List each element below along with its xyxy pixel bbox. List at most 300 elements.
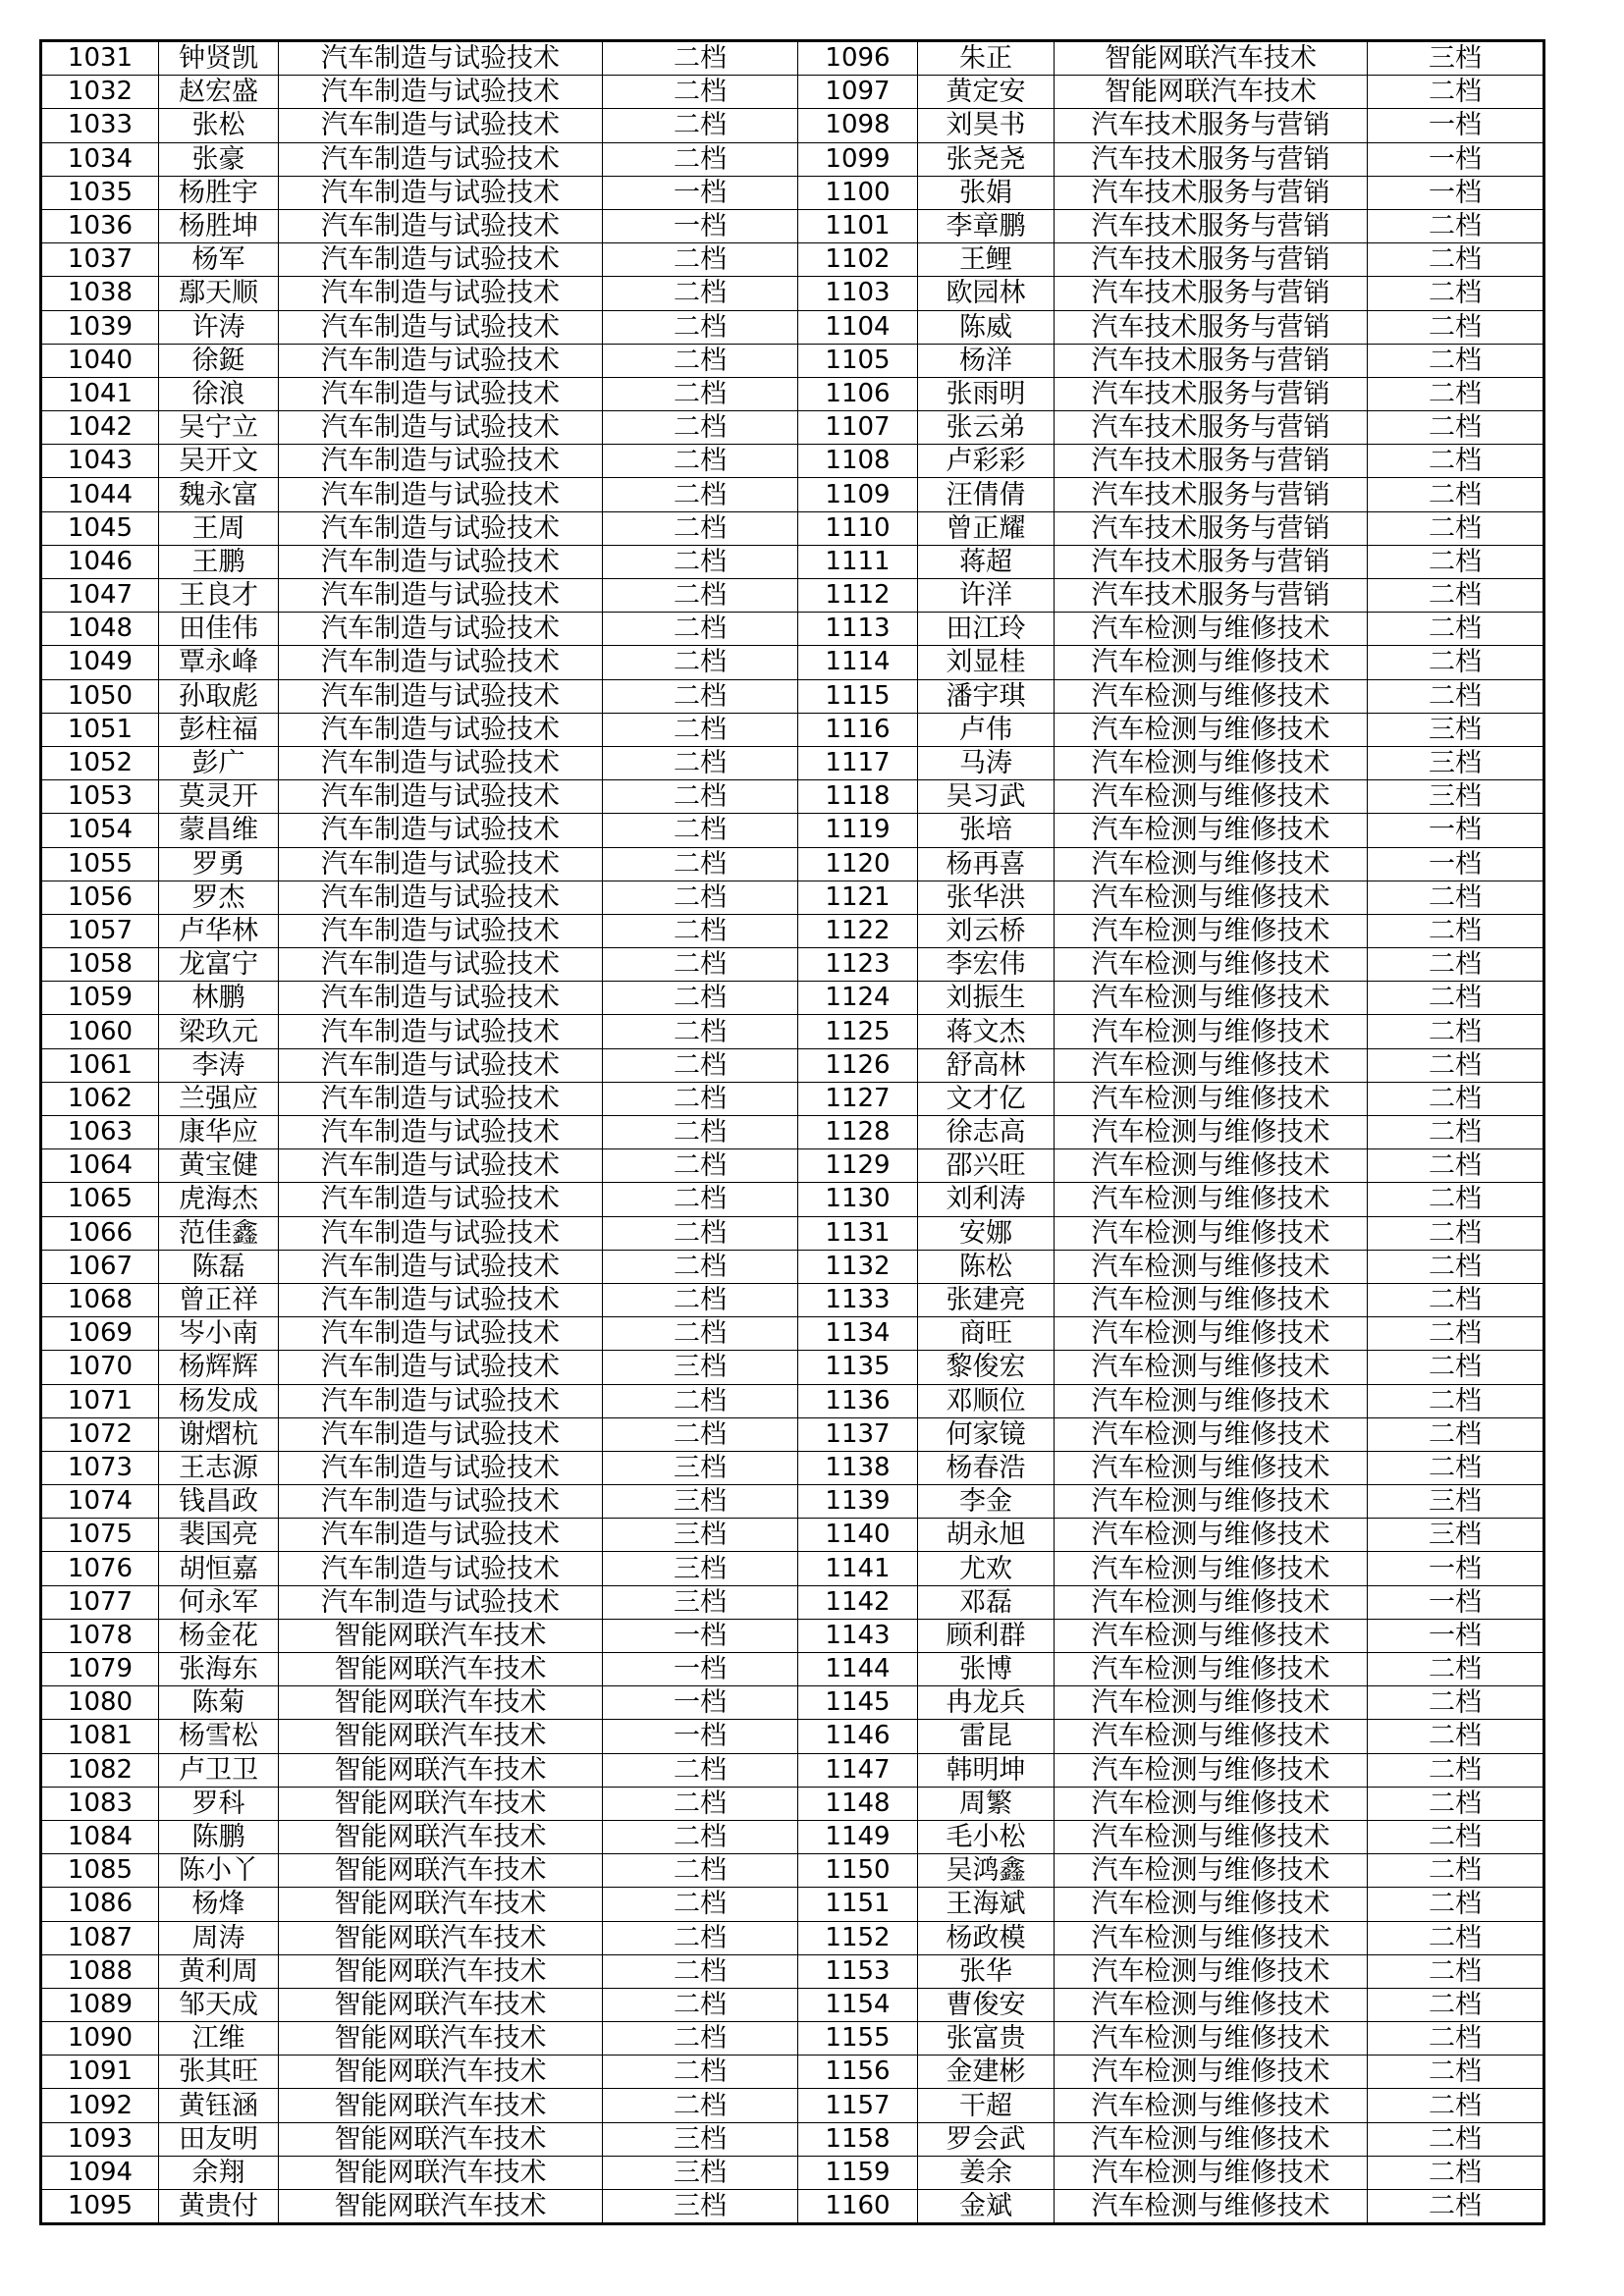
- right-student-name-cell: 朱正: [918, 41, 1055, 76]
- left-grade-level-cell: 一档: [603, 1653, 798, 1686]
- right-grade-level-cell: 二档: [1368, 982, 1544, 1015]
- right-grade-level-cell: 二档: [1368, 1283, 1544, 1316]
- table-row: [41, 1820, 1544, 1853]
- table-row: [41, 511, 1544, 545]
- left-major-cell: 汽车制造与试验技术: [279, 1485, 603, 1519]
- right-grade-level-cell: 二档: [1368, 1015, 1544, 1048]
- left-grade-level-cell: 三档: [603, 1552, 798, 1585]
- left-student-name-cell: 谢熠杭: [159, 1417, 279, 1451]
- roster-table: [39, 39, 1545, 2225]
- left-student-name-cell: 林鹏: [159, 982, 279, 1015]
- right-major-cell: 汽车技术服务与营销: [1055, 243, 1368, 277]
- right-student-id-cell: 1158: [798, 2122, 918, 2156]
- right-student-id-cell: 1153: [798, 1954, 918, 1988]
- right-major-cell: 汽车检测与维修技术: [1055, 613, 1368, 646]
- right-student-id-cell: 1149: [798, 1820, 918, 1853]
- left-student-id-cell: 1066: [41, 1216, 159, 1250]
- right-grade-level-cell: 三档: [1368, 746, 1544, 779]
- left-student-name-cell: 张海东: [159, 1653, 279, 1686]
- left-student-id-cell: 1067: [41, 1250, 159, 1283]
- left-grade-level-cell: 二档: [603, 746, 798, 779]
- left-grade-level-cell: 二档: [603, 310, 798, 344]
- right-student-id-cell: 1143: [798, 1619, 918, 1652]
- left-student-name-cell: 陈鹏: [159, 1820, 279, 1853]
- left-major-cell: 汽车制造与试验技术: [279, 1552, 603, 1585]
- left-student-id-cell: 1059: [41, 982, 159, 1015]
- right-major-cell: 汽车技术服务与营销: [1055, 445, 1368, 478]
- right-student-name-cell: 张华: [918, 1954, 1055, 1988]
- table-row: [41, 545, 1544, 578]
- left-student-name-cell: 康华应: [159, 1116, 279, 1149]
- right-student-id-cell: 1112: [798, 579, 918, 613]
- right-grade-level-cell: 二档: [1368, 243, 1544, 277]
- table-row: [41, 1048, 1544, 1082]
- left-grade-level-cell: 二档: [603, 579, 798, 613]
- left-student-id-cell: 1069: [41, 1317, 159, 1351]
- right-major-cell: 汽车检测与维修技术: [1055, 1954, 1368, 1988]
- table-row: [41, 109, 1544, 142]
- table-row: [41, 1351, 1544, 1384]
- right-major-cell: 汽车检测与维修技术: [1055, 1653, 1368, 1686]
- table-row: [41, 1149, 1544, 1183]
- right-major-cell: 汽车检测与维修技术: [1055, 1116, 1368, 1149]
- left-student-name-cell: 孙取彪: [159, 679, 279, 713]
- left-student-id-cell: 1058: [41, 948, 159, 982]
- right-major-cell: 汽车检测与维修技术: [1055, 1619, 1368, 1652]
- left-student-name-cell: 黄利周: [159, 1954, 279, 1988]
- left-grade-level-cell: 三档: [603, 1585, 798, 1619]
- right-student-id-cell: 1111: [798, 545, 918, 578]
- right-student-name-cell: 冉龙兵: [918, 1686, 1055, 1720]
- right-student-name-cell: 胡永旭: [918, 1519, 1055, 1552]
- left-major-cell: 汽车制造与试验技术: [279, 1585, 603, 1619]
- right-student-name-cell: 张华洪: [918, 881, 1055, 914]
- left-student-id-cell: 1037: [41, 243, 159, 277]
- right-student-id-cell: 1119: [798, 814, 918, 847]
- right-student-id-cell: 1152: [798, 1921, 918, 1954]
- left-major-cell: 汽车制造与试验技术: [279, 948, 603, 982]
- right-major-cell: 汽车检测与维修技术: [1055, 1787, 1368, 1820]
- right-grade-level-cell: 二档: [1368, 579, 1544, 613]
- right-major-cell: 汽车检测与维修技术: [1055, 847, 1368, 881]
- right-major-cell: 汽车技术服务与营销: [1055, 176, 1368, 209]
- left-grade-level-cell: 二档: [603, 445, 798, 478]
- right-student-name-cell: 张雨明: [918, 377, 1055, 410]
- right-student-name-cell: 刘昊书: [918, 109, 1055, 142]
- left-grade-level-cell: 三档: [603, 2190, 798, 2224]
- left-grade-level-cell: 二档: [603, 1116, 798, 1149]
- table-row: [41, 1183, 1544, 1216]
- right-major-cell: 汽车检测与维修技术: [1055, 1216, 1368, 1250]
- right-grade-level-cell: 二档: [1368, 1250, 1544, 1283]
- left-student-name-cell: 田友明: [159, 2122, 279, 2156]
- left-major-cell: 汽车制造与试验技术: [279, 679, 603, 713]
- right-grade-level-cell: 二档: [1368, 1384, 1544, 1417]
- left-major-cell: 汽车制造与试验技术: [279, 713, 603, 746]
- left-major-cell: 汽车制造与试验技术: [279, 109, 603, 142]
- left-student-name-cell: 田佳伟: [159, 613, 279, 646]
- left-major-cell: 智能网联汽车技术: [279, 1720, 603, 1753]
- table-row: [41, 982, 1544, 1015]
- right-major-cell: 汽车检测与维修技术: [1055, 1149, 1368, 1183]
- left-student-name-cell: 杨雪松: [159, 1720, 279, 1753]
- right-student-id-cell: 1147: [798, 1753, 918, 1787]
- left-student-name-cell: 徐浪: [159, 377, 279, 410]
- left-major-cell: 汽车制造与试验技术: [279, 1519, 603, 1552]
- left-grade-level-cell: 二档: [603, 277, 798, 310]
- table-row: [41, 2056, 1544, 2089]
- right-major-cell: 汽车检测与维修技术: [1055, 1451, 1368, 1484]
- left-student-name-cell: 罗杰: [159, 881, 279, 914]
- left-major-cell: 汽车制造与试验技术: [279, 545, 603, 578]
- left-student-name-cell: 吴开文: [159, 445, 279, 478]
- table-row: [41, 1653, 1544, 1686]
- right-major-cell: 汽车检测与维修技术: [1055, 1686, 1368, 1720]
- right-student-id-cell: 1131: [798, 1216, 918, 1250]
- left-student-id-cell: 1035: [41, 176, 159, 209]
- table-row: [41, 142, 1544, 176]
- right-student-id-cell: 1103: [798, 277, 918, 310]
- left-major-cell: 汽车制造与试验技术: [279, 814, 603, 847]
- left-grade-level-cell: 三档: [603, 1451, 798, 1484]
- left-major-cell: 智能网联汽车技术: [279, 1921, 603, 1954]
- left-major-cell: 汽车制造与试验技术: [279, 1015, 603, 1048]
- left-grade-level-cell: 一档: [603, 1720, 798, 1753]
- right-student-name-cell: 陈松: [918, 1250, 1055, 1283]
- right-student-id-cell: 1117: [798, 746, 918, 779]
- table-row: [41, 780, 1544, 814]
- left-major-cell: 智能网联汽车技术: [279, 2022, 603, 2056]
- right-student-id-cell: 1136: [798, 1384, 918, 1417]
- right-grade-level-cell: 一档: [1368, 847, 1544, 881]
- table-row: [41, 1988, 1544, 2021]
- left-major-cell: 汽车制造与试验技术: [279, 1451, 603, 1484]
- table-row: [41, 277, 1544, 310]
- left-grade-level-cell: 三档: [603, 2122, 798, 2156]
- left-student-name-cell: 覃永峰: [159, 646, 279, 679]
- right-grade-level-cell: 二档: [1368, 1787, 1544, 1820]
- left-student-id-cell: 1075: [41, 1519, 159, 1552]
- left-major-cell: 汽车制造与试验技术: [279, 41, 603, 76]
- left-student-id-cell: 1087: [41, 1921, 159, 1954]
- right-major-cell: 汽车检测与维修技术: [1055, 1921, 1368, 1954]
- right-student-id-cell: 1106: [798, 377, 918, 410]
- right-student-name-cell: 杨洋: [918, 344, 1055, 377]
- left-student-name-cell: 陈磊: [159, 1250, 279, 1283]
- right-student-id-cell: 1110: [798, 511, 918, 545]
- left-student-name-cell: 张松: [159, 109, 279, 142]
- right-student-name-cell: 周繁: [918, 1787, 1055, 1820]
- right-grade-level-cell: 三档: [1368, 1519, 1544, 1552]
- right-major-cell: 汽车技术服务与营销: [1055, 277, 1368, 310]
- left-student-name-cell: 王志源: [159, 1451, 279, 1484]
- right-student-id-cell: 1146: [798, 1720, 918, 1753]
- left-student-id-cell: 1088: [41, 1954, 159, 1988]
- right-grade-level-cell: 二档: [1368, 1451, 1544, 1484]
- right-student-name-cell: 张尧尧: [918, 142, 1055, 176]
- table-row: [41, 1787, 1544, 1820]
- left-student-id-cell: 1080: [41, 1686, 159, 1720]
- left-student-id-cell: 1053: [41, 780, 159, 814]
- table-row: [41, 1686, 1544, 1720]
- left-student-id-cell: 1042: [41, 411, 159, 445]
- left-major-cell: 汽车制造与试验技术: [279, 1216, 603, 1250]
- left-student-id-cell: 1041: [41, 377, 159, 410]
- right-student-name-cell: 刘振生: [918, 982, 1055, 1015]
- table-row: [41, 1216, 1544, 1250]
- right-grade-level-cell: 二档: [1368, 1954, 1544, 1988]
- table-row: [41, 1720, 1544, 1753]
- table-row: [41, 814, 1544, 847]
- left-grade-level-cell: 二档: [603, 1183, 798, 1216]
- left-major-cell: 智能网联汽车技术: [279, 1820, 603, 1853]
- table-row: [41, 1854, 1544, 1888]
- left-student-id-cell: 1091: [41, 2056, 159, 2089]
- left-student-name-cell: 钟贤凯: [159, 41, 279, 76]
- right-student-id-cell: 1104: [798, 310, 918, 344]
- left-grade-level-cell: 二档: [603, 982, 798, 1015]
- left-student-name-cell: 张其旺: [159, 2056, 279, 2089]
- left-student-name-cell: 兰强应: [159, 1082, 279, 1115]
- left-grade-level-cell: 一档: [603, 209, 798, 242]
- right-grade-level-cell: 二档: [1368, 948, 1544, 982]
- left-major-cell: 汽车制造与试验技术: [279, 445, 603, 478]
- right-grade-level-cell: 二档: [1368, 1149, 1544, 1183]
- right-grade-level-cell: 二档: [1368, 1720, 1544, 1753]
- right-grade-level-cell: 二档: [1368, 1686, 1544, 1720]
- left-major-cell: 汽车制造与试验技术: [279, 847, 603, 881]
- table-row: [41, 478, 1544, 511]
- right-major-cell: 汽车技术服务与营销: [1055, 344, 1368, 377]
- table-row: [41, 2156, 1544, 2189]
- right-major-cell: 汽车检测与维修技术: [1055, 1183, 1368, 1216]
- right-major-cell: 汽车检测与维修技术: [1055, 1485, 1368, 1519]
- left-major-cell: 汽车制造与试验技术: [279, 1082, 603, 1115]
- right-student-name-cell: 卢伟: [918, 713, 1055, 746]
- table-row: [41, 914, 1544, 947]
- left-major-cell: 汽车制造与试验技术: [279, 377, 603, 410]
- left-major-cell: 汽车制造与试验技术: [279, 613, 603, 646]
- left-student-id-cell: 1078: [41, 1619, 159, 1652]
- right-major-cell: 汽车检测与维修技术: [1055, 780, 1368, 814]
- left-major-cell: 汽车制造与试验技术: [279, 1283, 603, 1316]
- right-major-cell: 汽车技术服务与营销: [1055, 310, 1368, 344]
- right-student-id-cell: 1100: [798, 176, 918, 209]
- right-student-id-cell: 1128: [798, 1116, 918, 1149]
- left-major-cell: 汽车制造与试验技术: [279, 1384, 603, 1417]
- right-major-cell: 汽车检测与维修技术: [1055, 1888, 1368, 1921]
- left-student-id-cell: 1061: [41, 1048, 159, 1082]
- left-student-name-cell: 彭柱福: [159, 713, 279, 746]
- left-student-name-cell: 曾正祥: [159, 1283, 279, 1316]
- left-student-name-cell: 江维: [159, 2022, 279, 2056]
- left-grade-level-cell: 二档: [603, 1988, 798, 2021]
- roster-sheet: [39, 39, 1543, 2269]
- right-major-cell: 汽车检测与维修技术: [1055, 1250, 1368, 1283]
- right-student-name-cell: 张博: [918, 1653, 1055, 1686]
- left-student-id-cell: 1047: [41, 579, 159, 613]
- table-row: [41, 1585, 1544, 1619]
- right-grade-level-cell: 二档: [1368, 679, 1544, 713]
- left-grade-level-cell: 三档: [603, 1519, 798, 1552]
- left-grade-level-cell: 二档: [603, 1417, 798, 1451]
- left-student-name-cell: 许涛: [159, 310, 279, 344]
- right-student-id-cell: 1139: [798, 1485, 918, 1519]
- left-grade-level-cell: 二档: [603, 646, 798, 679]
- right-student-name-cell: 陈威: [918, 310, 1055, 344]
- right-student-id-cell: 1118: [798, 780, 918, 814]
- left-major-cell: 智能网联汽车技术: [279, 1686, 603, 1720]
- right-student-name-cell: 雷昆: [918, 1720, 1055, 1753]
- left-student-id-cell: 1033: [41, 109, 159, 142]
- table-row: [41, 243, 1544, 277]
- left-grade-level-cell: 二档: [603, 1250, 798, 1283]
- right-grade-level-cell: 二档: [1368, 478, 1544, 511]
- left-student-name-cell: 陈菊: [159, 1686, 279, 1720]
- right-student-id-cell: 1101: [798, 209, 918, 242]
- right-student-name-cell: 邓顺位: [918, 1384, 1055, 1417]
- left-student-id-cell: 1051: [41, 713, 159, 746]
- left-student-name-cell: 张豪: [159, 142, 279, 176]
- right-major-cell: 智能网联汽车技术: [1055, 76, 1368, 109]
- table-row: [41, 1283, 1544, 1316]
- right-grade-level-cell: 二档: [1368, 1317, 1544, 1351]
- right-major-cell: 汽车技术服务与营销: [1055, 478, 1368, 511]
- right-major-cell: 汽车检测与维修技术: [1055, 1317, 1368, 1351]
- right-student-name-cell: 黎俊宏: [918, 1351, 1055, 1384]
- left-major-cell: 智能网联汽车技术: [279, 2122, 603, 2156]
- right-grade-level-cell: 二档: [1368, 76, 1544, 109]
- table-row: [41, 1082, 1544, 1115]
- right-student-id-cell: 1145: [798, 1686, 918, 1720]
- right-grade-level-cell: 一档: [1368, 1585, 1544, 1619]
- left-grade-level-cell: 二档: [603, 948, 798, 982]
- right-student-id-cell: 1127: [798, 1082, 918, 1115]
- left-student-id-cell: 1089: [41, 1988, 159, 2021]
- table-row: [41, 1250, 1544, 1283]
- left-grade-level-cell: 二档: [603, 344, 798, 377]
- left-student-id-cell: 1085: [41, 1854, 159, 1888]
- left-student-name-cell: 余翔: [159, 2156, 279, 2189]
- right-student-name-cell: 卢彩彩: [918, 445, 1055, 478]
- left-grade-level-cell: 二档: [603, 914, 798, 947]
- left-student-name-cell: 杨军: [159, 243, 279, 277]
- left-major-cell: 汽车制造与试验技术: [279, 344, 603, 377]
- right-student-name-cell: 吴鸿鑫: [918, 1854, 1055, 1888]
- right-student-name-cell: 曹俊安: [918, 1988, 1055, 2021]
- right-major-cell: 汽车检测与维修技术: [1055, 1283, 1368, 1316]
- table-row: [41, 2089, 1544, 2122]
- left-major-cell: 智能网联汽车技术: [279, 2056, 603, 2089]
- right-major-cell: 汽车技术服务与营销: [1055, 142, 1368, 176]
- left-student-name-cell: 黄宝健: [159, 1149, 279, 1183]
- left-grade-level-cell: 二档: [603, 109, 798, 142]
- left-major-cell: 汽车制造与试验技术: [279, 1250, 603, 1283]
- left-major-cell: 汽车制造与试验技术: [279, 914, 603, 947]
- right-student-name-cell: 张娟: [918, 176, 1055, 209]
- right-student-id-cell: 1141: [798, 1552, 918, 1585]
- left-student-id-cell: 1060: [41, 1015, 159, 1048]
- left-student-id-cell: 1065: [41, 1183, 159, 1216]
- right-student-id-cell: 1148: [798, 1787, 918, 1820]
- table-row: [41, 613, 1544, 646]
- right-student-id-cell: 1154: [798, 1988, 918, 2021]
- table-row: [41, 1954, 1544, 1988]
- left-student-name-cell: 蒙昌维: [159, 814, 279, 847]
- right-major-cell: 汽车检测与维修技术: [1055, 2056, 1368, 2089]
- right-grade-level-cell: 二档: [1368, 1351, 1544, 1384]
- left-grade-level-cell: 二档: [603, 41, 798, 76]
- right-student-name-cell: 王海斌: [918, 1888, 1055, 1921]
- table-row: [41, 76, 1544, 109]
- right-major-cell: 汽车技术服务与营销: [1055, 377, 1368, 410]
- right-grade-level-cell: 一档: [1368, 176, 1544, 209]
- right-major-cell: 智能网联汽车技术: [1055, 41, 1368, 76]
- table-row: [41, 209, 1544, 242]
- right-student-name-cell: 张云弟: [918, 411, 1055, 445]
- left-student-name-cell: 李涛: [159, 1048, 279, 1082]
- left-major-cell: 汽车制造与试验技术: [279, 1116, 603, 1149]
- left-student-id-cell: 1048: [41, 613, 159, 646]
- right-student-id-cell: 1160: [798, 2190, 918, 2224]
- right-grade-level-cell: 二档: [1368, 1417, 1544, 1451]
- left-student-id-cell: 1038: [41, 277, 159, 310]
- right-grade-level-cell: 一档: [1368, 1552, 1544, 1585]
- right-student-name-cell: 何家镜: [918, 1417, 1055, 1451]
- right-student-name-cell: 许洋: [918, 579, 1055, 613]
- left-student-name-cell: 钱昌政: [159, 1485, 279, 1519]
- table-row: [41, 746, 1544, 779]
- left-grade-level-cell: 二档: [603, 243, 798, 277]
- right-student-name-cell: 商旺: [918, 1317, 1055, 1351]
- right-major-cell: 汽车检测与维修技术: [1055, 2022, 1368, 2056]
- right-student-name-cell: 吴习武: [918, 780, 1055, 814]
- right-major-cell: 汽车检测与维修技术: [1055, 2122, 1368, 2156]
- left-grade-level-cell: 三档: [603, 1351, 798, 1384]
- left-student-id-cell: 1079: [41, 1653, 159, 1686]
- table-row: [41, 948, 1544, 982]
- left-student-id-cell: 1086: [41, 1888, 159, 1921]
- left-grade-level-cell: 二档: [603, 545, 798, 578]
- right-student-id-cell: 1135: [798, 1351, 918, 1384]
- table-row: [41, 1417, 1544, 1451]
- right-grade-level-cell: 二档: [1368, 1216, 1544, 1250]
- table-row: [41, 881, 1544, 914]
- left-major-cell: 汽车制造与试验技术: [279, 1048, 603, 1082]
- right-student-name-cell: 刘云桥: [918, 914, 1055, 947]
- left-student-id-cell: 1056: [41, 881, 159, 914]
- left-student-id-cell: 1043: [41, 445, 159, 478]
- right-major-cell: 汽车检测与维修技术: [1055, 746, 1368, 779]
- right-major-cell: 汽车检测与维修技术: [1055, 1753, 1368, 1787]
- table-row: [41, 1519, 1544, 1552]
- left-student-id-cell: 1090: [41, 2022, 159, 2056]
- right-student-id-cell: 1155: [798, 2022, 918, 2056]
- right-grade-level-cell: 二档: [1368, 411, 1544, 445]
- left-student-name-cell: 龙富宁: [159, 948, 279, 982]
- right-student-name-cell: 姜余: [918, 2156, 1055, 2189]
- right-student-id-cell: 1124: [798, 982, 918, 1015]
- right-student-name-cell: 杨政模: [918, 1921, 1055, 1954]
- right-student-id-cell: 1098: [798, 109, 918, 142]
- left-student-id-cell: 1092: [41, 2089, 159, 2122]
- right-student-name-cell: 金建彬: [918, 2056, 1055, 2089]
- right-grade-level-cell: 二档: [1368, 1653, 1544, 1686]
- right-student-id-cell: 1116: [798, 713, 918, 746]
- right-major-cell: 汽车检测与维修技术: [1055, 1552, 1368, 1585]
- left-grade-level-cell: 二档: [603, 1954, 798, 1988]
- left-student-name-cell: 岑小南: [159, 1317, 279, 1351]
